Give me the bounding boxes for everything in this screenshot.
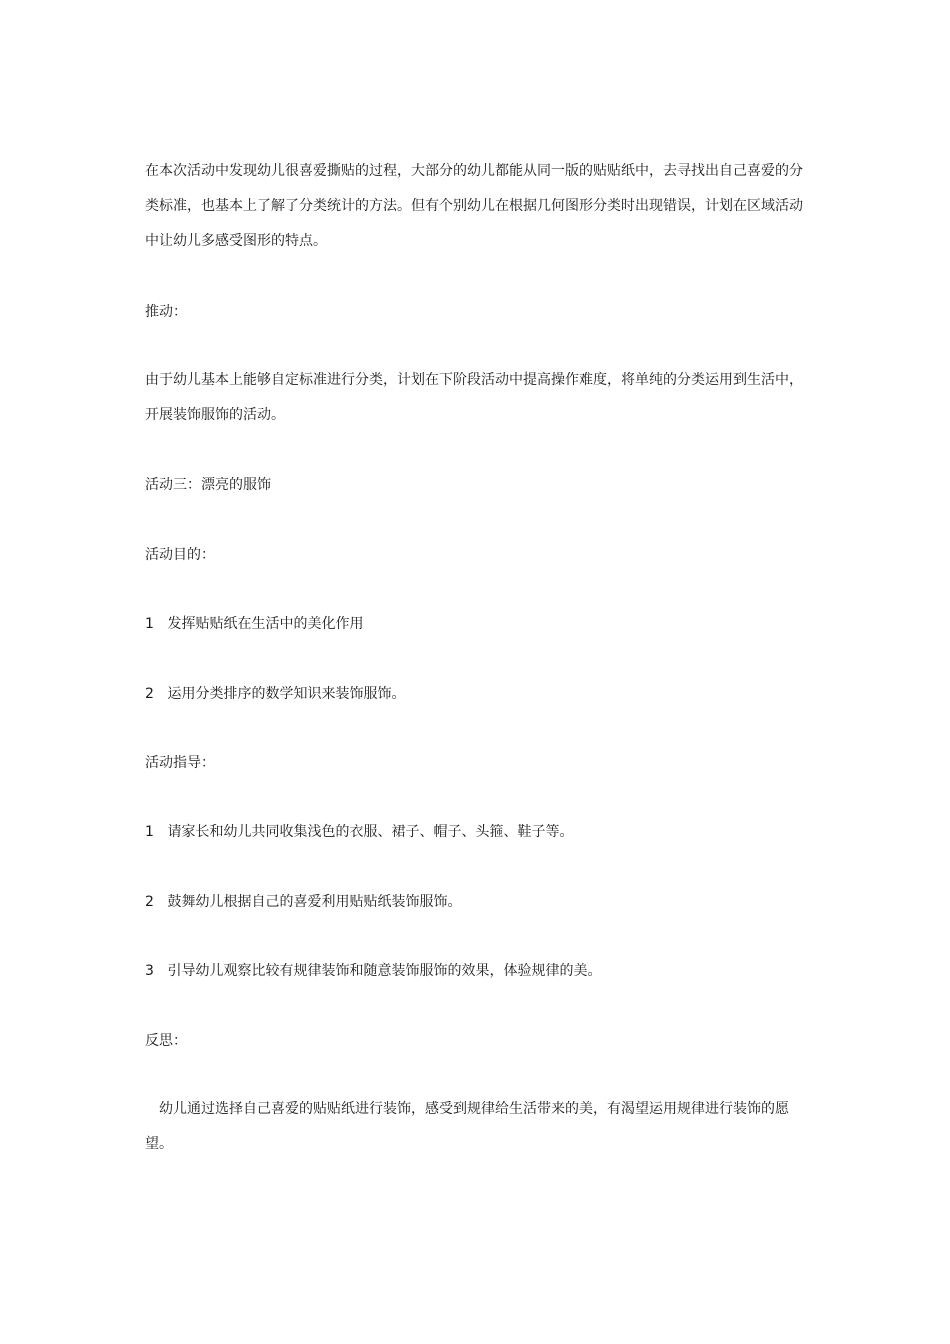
guide-item-text: 鼓舞幼儿根据自己的喜爱利用贴贴纸装饰服饰。: [167, 894, 462, 910]
goal-item-number: 1: [145, 616, 154, 632]
guide-item-number: 1: [145, 824, 154, 840]
guide-item: [145, 822, 573, 842]
guide-item: [145, 961, 601, 981]
goal-item-text: 运用分类排序的数学知识来装饰服饰。: [167, 686, 406, 702]
reflect-heading: 反思：: [145, 1033, 187, 1049]
goal-heading: 活动目的：: [145, 547, 215, 563]
guide-item-number: 3: [145, 963, 154, 979]
guide-item: [145, 892, 461, 912]
guide-heading: 活动指导：: [145, 755, 215, 771]
goal-item: [145, 614, 363, 634]
goal-item-text: 发挥贴贴纸在生活中的美化作用: [167, 616, 364, 632]
activity-title: 活动三：漂亮的服饰: [145, 477, 271, 493]
guide-item-text: 请家长和幼儿共同收集浅色的衣服、裙子、帽子、头箍、鞋子等。: [167, 824, 574, 840]
reflect-paragraph: 幼儿通过选择自己喜爱的贴贴纸进行装饰，感受到规律给生活带来的美，有渴望运用规律进行装饰的愿望。: [145, 1101, 789, 1152]
guide-item-text: 引导幼儿观察比较有规律装饰和随意装饰服饰的效果，体验规律的美。: [167, 963, 602, 979]
push-heading: 推动：: [145, 304, 187, 320]
push-paragraph: 由于幼儿基本上能够自定标准进行分类，计划在下阶段活动中提高操作难度，将单纯的分类运用到生活中，开展装饰服饰的活动。: [145, 372, 803, 423]
guide-item-number: 2: [145, 894, 154, 910]
goal-item: [145, 684, 405, 704]
goal-item-number: 2: [145, 686, 154, 702]
intro-paragraph: 在本次活动中发现幼儿很喜爱撕贴的过程，大部分的幼儿都能从同一版的贴贴纸中，去寻找出自己喜爱的分类标准，也基本上了解了分类统计的方法。但有个别幼儿在根据几何图形分类时出现错误，计划在区域活动中让幼儿多感受图形的特点。: [145, 163, 803, 249]
